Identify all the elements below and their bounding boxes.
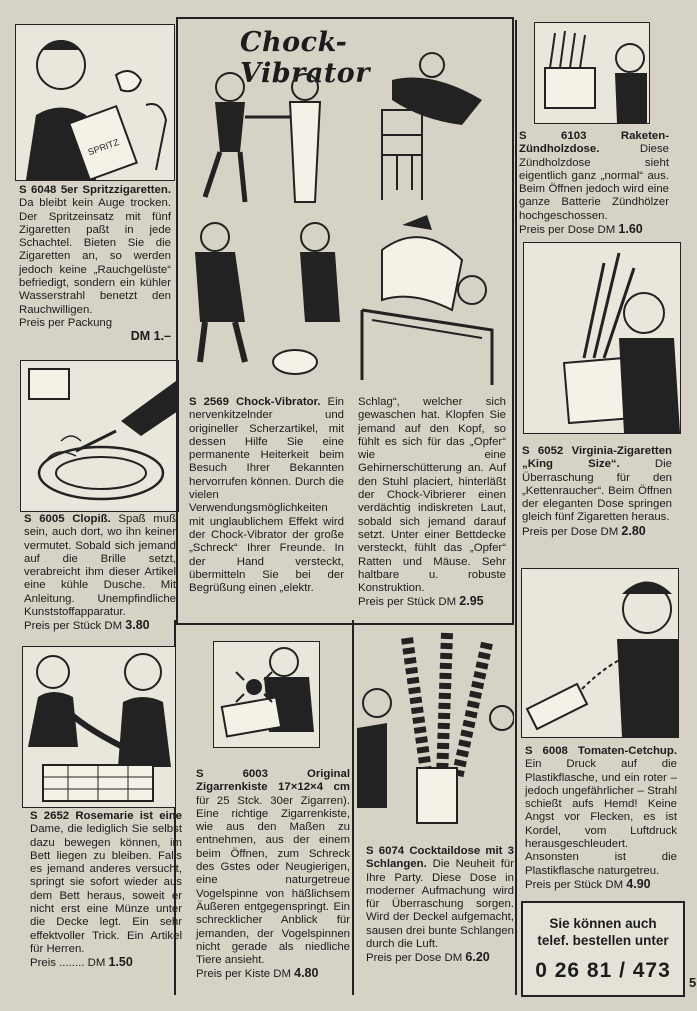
order-line1: Sie können auch: [549, 916, 657, 931]
tomaten-cetchup-illustration: [521, 568, 679, 738]
s6052-price: 2.80: [621, 523, 646, 538]
rosemarie-illustration: [22, 646, 176, 808]
s6008-code: S 6008: [525, 745, 568, 757]
s6005-name: Clopiß.: [72, 513, 111, 525]
s6074-code: S 6074: [366, 845, 405, 857]
s6008-text: [525, 745, 677, 892]
s6003-price: 4.80: [294, 966, 319, 981]
s6048-text: [19, 184, 171, 345]
s6103-text: [519, 130, 669, 237]
s2569-body1: Ein nervenkitzelnder und origineller Scherzartikel, mit dessen Hilfe Sie eine permanente Heiterkeit beim Besuch Ihrer Bekannten hervorrufen können. Durch die vielen Verwendungsmöglichkeiten mit unglaublichem Effekt wird der Chock-Vibrator der große „Schreck“ Ihrer Freunde. In der Hand versteckt, übermitteln Sie bei der Begrüßung einen „elektr.: [189, 396, 345, 595]
page-number: 5: [689, 975, 697, 990]
s2569-body2: Schlag“, welcher sich gewaschen hat. Klopfen Sie jemand auf den Kopf, so fühlt es sich für das „Opfer“ wie eine Gehirnerschütterung an. Auf den Stuhl placiert, hinterläßt der Chock-Vibrierer einen verdächtig indiskreten Laut, sobald sich jemand darauf setzt. Unter einer Bettdecke versteckt, fühlt das „Opfer“ Ratten und Mäuse. Sehr haltbare u. robuste Konstruktion.: [358, 396, 506, 595]
s6103-price: 1.60: [618, 222, 643, 237]
s6008-body: Ein Druck auf die Plastikflasche, und ein roter – jedoch ungefährlicher – Strahl schießt aufs Hemd! Keine Angst vor Flecken, es ist Kordel, vom Luftdruck herausgeschleudert. Ansonsten ist die Plastikflasche naturgetreu.: [525, 758, 677, 877]
s6005-price: 3.80: [125, 618, 150, 633]
s6005-code: S 6005: [24, 513, 65, 525]
column-divider-right: [515, 20, 517, 995]
s6074-text: [366, 845, 514, 966]
phone-order-box: [521, 901, 685, 997]
s6103-name: Raketen-Zündholzdose.: [519, 130, 669, 156]
s2569-price-label: Preis per Stück DM: [358, 596, 457, 609]
phone-number: 0 26 81 / 473: [535, 959, 671, 982]
raketen-zuendholzdose-illustration: [534, 22, 650, 124]
s6074-price-label: Preis per Dose DM: [366, 952, 463, 965]
s6003-price-label: Preis per Kiste DM: [196, 968, 291, 981]
s6052-code: S 6052: [522, 445, 564, 457]
s6003-text: [196, 768, 350, 982]
s6052-text: [522, 445, 672, 539]
s6005-price-label: Preis per Stück DM: [24, 620, 123, 633]
s2652-body: Dame, die lediglich Sie selbst dazu bewegen können, im Bett liegen zu bleiben. Falls es jemand anderes versucht, springt sie sofort wieder aus dem Bett heraus, soweit er nicht erst eine Münze unter die Decke legt. Ein sehr effektvoller Trick. Ein Artikel für Herren.: [30, 823, 182, 955]
clopiss-illustration: [20, 360, 179, 512]
s2652-name: Rosemarie ist eine: [75, 810, 182, 822]
spritzzigaretten-illustration: [15, 24, 175, 181]
s6003-name: Original Zigarrenkiste 17×12×4 cm: [196, 768, 351, 794]
s2569-name: Chock-Vibrator.: [235, 396, 321, 408]
s6103-body: Diese Zündholzdose sieht eigentlich ganz „normal“ aus. Beim Öffnen jedoch wird eine ganze Batterie Zündhölzer hochgeschossen.: [519, 143, 669, 222]
order-line2: telef. bestellen unter: [537, 933, 669, 948]
s6005-text: [24, 513, 176, 634]
chock-bed-illustration: [352, 210, 502, 390]
s2652-price-label: Preis ........ DM: [30, 957, 106, 970]
s6103-price-label: Preis per Dose DM: [519, 224, 616, 237]
s6048-price: DM 1.–: [130, 329, 171, 344]
s6008-name: Tomaten-Cetchup.: [577, 745, 678, 757]
s6005-body: Spaß muß sein, auch dort, wo ihn keiner vermutet. Sobald sich jemand auf die Brille setzt, verabreicht ihm dieser Artikel eine kühle Dusche. Mit Anleitung. Unempfindliche Kunststoffapparatur.: [24, 513, 177, 619]
s6074-name: Cocktaildose mit 3 Schlangen.: [366, 845, 514, 871]
cocktaildose-illustration: [357, 628, 514, 833]
svg-text:SPRITZ: SPRITZ: [86, 136, 121, 158]
s6052-price-label: Preis per Dose DM: [522, 525, 619, 538]
virginia-zigaretten-illustration: [523, 242, 681, 434]
s6052-body: Die Überraschung für den „Kettenraucher“. Beim Öffnen der eleganten Dose springen gleich fünf Zigaretten heraus.: [522, 458, 672, 524]
chock-pat-illustration: [185, 212, 345, 387]
s6003-body: für 25 Stck. 30er Zigarren). Eine richtige Zigarrenkiste, wie aus den Maßen zu entnehmen, aus der einem beim Öffnen, zum Schreck des Gstes oder Neugierigen, eine naturgetreue Vogelspinne von häßlichsem Äußeren entgegenspringt. Ein schrecklicher Anblick für jemanden, der Vogelspinnen nicht gerade als niedliche Tiere ansieht.: [196, 794, 350, 967]
s2652-code: S 2652: [30, 810, 70, 822]
s2569-text-col2: [358, 396, 506, 610]
s2569-code: S 2569: [189, 396, 229, 408]
s2569-text-col1: [189, 396, 344, 595]
s6008-price: 4.90: [626, 876, 651, 891]
chock-chair-illustration: [352, 50, 502, 205]
s6103-code: S 6103: [519, 130, 587, 142]
s6074-price: 6.20: [465, 950, 490, 965]
s2652-text: [30, 810, 182, 971]
s6074-body: Die Neuheit für Ihre Party. Diese Dose in moderner Aufmachung wird für Überraschung sorgen. Wird der Deckel aufgemacht, sausen drei bunte Schlangen durch die Luft.: [366, 858, 514, 951]
s6003-code: S 6003: [196, 768, 268, 780]
s6008-price-label: Preis per Stück DM: [525, 878, 624, 891]
s6048-body: Da bleibt kein Auge trocken. Der Spritzeinsatz mit fünf Zigaretten paßt in jede Schachtel. Bieten Sie die Zigaretten an, so werden jedoch keine „Rauchgelüste“ befriedigt, sondern ein kühler Wasserstrahl benetzt den Rauchwilligen.: [19, 197, 171, 316]
s6048-code: S 6048: [19, 184, 57, 196]
s6048-name: 5er Spritzzigaretten.: [60, 184, 171, 196]
column-divider-mid: [352, 620, 354, 995]
s2569-price: 2.95: [459, 594, 484, 609]
chock-vibrator-title: Chock-Vibrator: [240, 27, 371, 89]
s2652-price: 1.50: [108, 955, 133, 970]
chock-handshake-illustration: [185, 62, 345, 208]
s6048-price-label: Preis per Packung: [19, 316, 113, 329]
zigarrenkiste-illustration: [213, 641, 320, 748]
s6052-name: Virginia-Zigaretten „King Size“.: [522, 445, 672, 471]
